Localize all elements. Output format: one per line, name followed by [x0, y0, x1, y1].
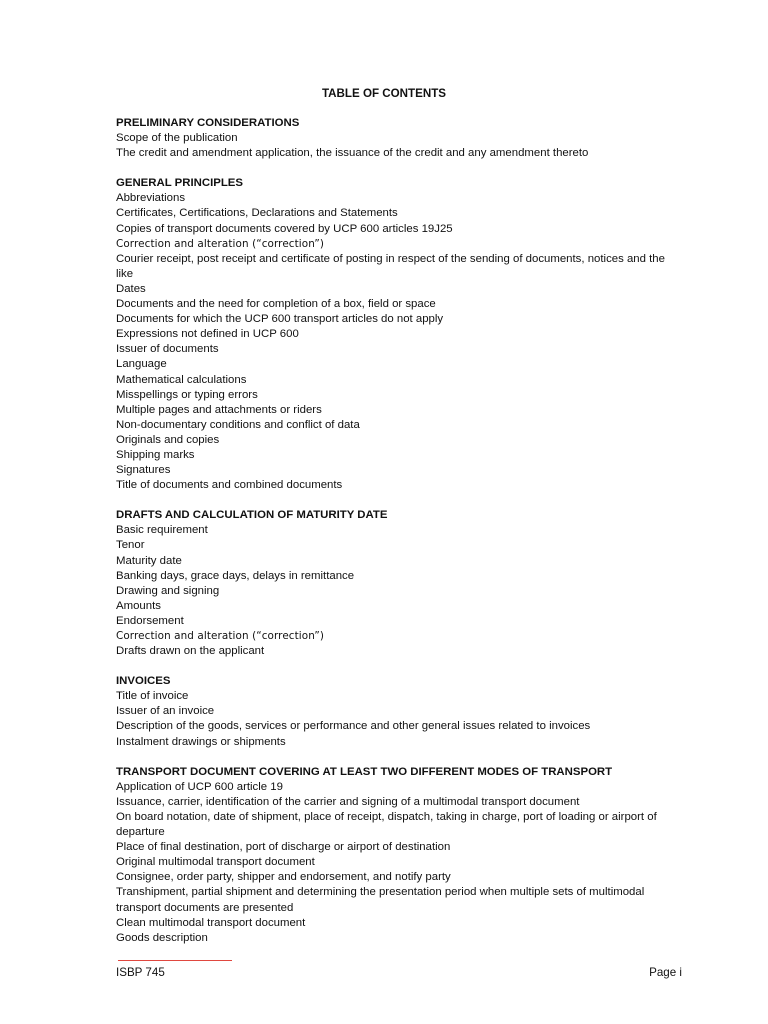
toc-entry: Copies of transport documents covered by UCP 600 articles 19J25: [116, 222, 453, 235]
footer-page-number: Page i: [649, 966, 682, 979]
toc-entry: Misspellings or typing errors: [116, 388, 258, 401]
toc-entry: Title of invoice: [116, 690, 189, 703]
toc-entry: Correction and alteration (“correction”): [116, 630, 324, 642]
toc-entry: The credit and amendment application, the issuance of the credit and any amendment thereto: [116, 147, 589, 160]
toc-entry: Goods description: [116, 931, 208, 944]
section-heading: DRAFTS AND CALCULATION OF MATURITY DATE: [116, 509, 388, 522]
section-heading: INVOICES: [116, 675, 171, 688]
toc-entry: Drawing and signing: [116, 584, 220, 597]
toc-section: [116, 765, 681, 946]
toc-entry: Scope of the publication: [116, 132, 238, 145]
footer-publication: ISBP 745: [116, 966, 165, 979]
toc-entry: Shipping marks: [116, 448, 195, 461]
toc-entry: Banking days, grace days, delays in remittance: [116, 569, 355, 582]
toc-entry: Issuer of an invoice: [116, 705, 215, 718]
toc-entry: Title of documents and combined documents: [116, 479, 343, 492]
toc-entry: Clean multimodal transport document: [116, 916, 306, 929]
toc-entry: Documents for which the UCP 600 transport articles do not apply: [116, 313, 444, 326]
toc-entry: Place of final destination, port of discharge or airport of destination: [116, 841, 451, 854]
toc-entry: Original multimodal transport document: [116, 856, 315, 869]
toc-entry: Courier receipt, post receipt and certificate of posting in respect of the sending of documents, notices and the like: [116, 252, 665, 280]
toc-section: [116, 176, 681, 493]
toc-entry: Application of UCP 600 article 19: [116, 780, 283, 793]
toc-entry: Consignee, order party, shipper and endorsement, and notify party: [116, 871, 451, 884]
toc-entry: Amounts: [116, 599, 161, 612]
toc-entry: Endorsement: [116, 614, 184, 627]
toc-entry: Correction and alteration (“correction”): [116, 237, 324, 250]
section-heading: TRANSPORT DOCUMENT COVERING AT LEAST TWO DIFFERENT MODES OF TRANSPORT: [116, 765, 613, 778]
toc-entry: Language: [116, 358, 167, 371]
toc-entry: Non-documentary conditions and conflict of data: [116, 418, 360, 431]
section-heading: GENERAL PRINCIPLES: [116, 177, 244, 190]
toc-entry: Multiple pages and attachments or riders: [116, 403, 322, 416]
toc-entry: Signatures: [116, 464, 171, 477]
page-title: TABLE OF CONTENTS: [321, 87, 447, 100]
toc-entry: Mathematical calculations: [116, 373, 247, 386]
toc-entry: Dates: [116, 282, 146, 295]
toc-entry: Instalment drawings or shipments: [116, 735, 286, 748]
toc-section: [116, 674, 681, 749]
toc-entry: On board notation, date of shipment, place of receipt, dispatch, taking in charge, port of loading or airport of departure: [116, 810, 657, 839]
toc-entry: Documents and the need for completion of a box, field or space: [116, 298, 436, 311]
toc-entry: Description of the goods, services or performance and other general issues related to invoices: [116, 720, 591, 733]
section-heading: PRELIMINARY CONSIDERATIONS: [116, 117, 300, 129]
toc-entry: Maturity date: [116, 554, 182, 567]
toc-entry: Basic requirement: [116, 524, 208, 537]
toc-entry: Tenor: [116, 539, 145, 552]
toc-entry: Originals and copies: [116, 433, 220, 446]
toc-entry: Drafts drawn on the applicant: [116, 645, 265, 658]
toc-entry: Expressions not defined in UCP 600: [116, 328, 299, 341]
toc-entry: Issuer of documents: [116, 343, 219, 356]
toc-entry: Transhipment, partial shipment and determining the presentation period when multiple sets of multimodal transport documents are presented: [116, 886, 645, 914]
toc-entry: Abbreviations: [116, 192, 186, 205]
toc-entry: Issuance, carrier, identification of the carrier and signing of a multimodal transport document: [116, 795, 580, 808]
toc-section: [116, 116, 681, 161]
table-of-contents: [116, 116, 681, 961]
toc-entry: Certificates, Certifications, Declarations and Statements: [116, 207, 398, 220]
toc-section: [116, 508, 681, 659]
footer-rule: [118, 960, 232, 961]
